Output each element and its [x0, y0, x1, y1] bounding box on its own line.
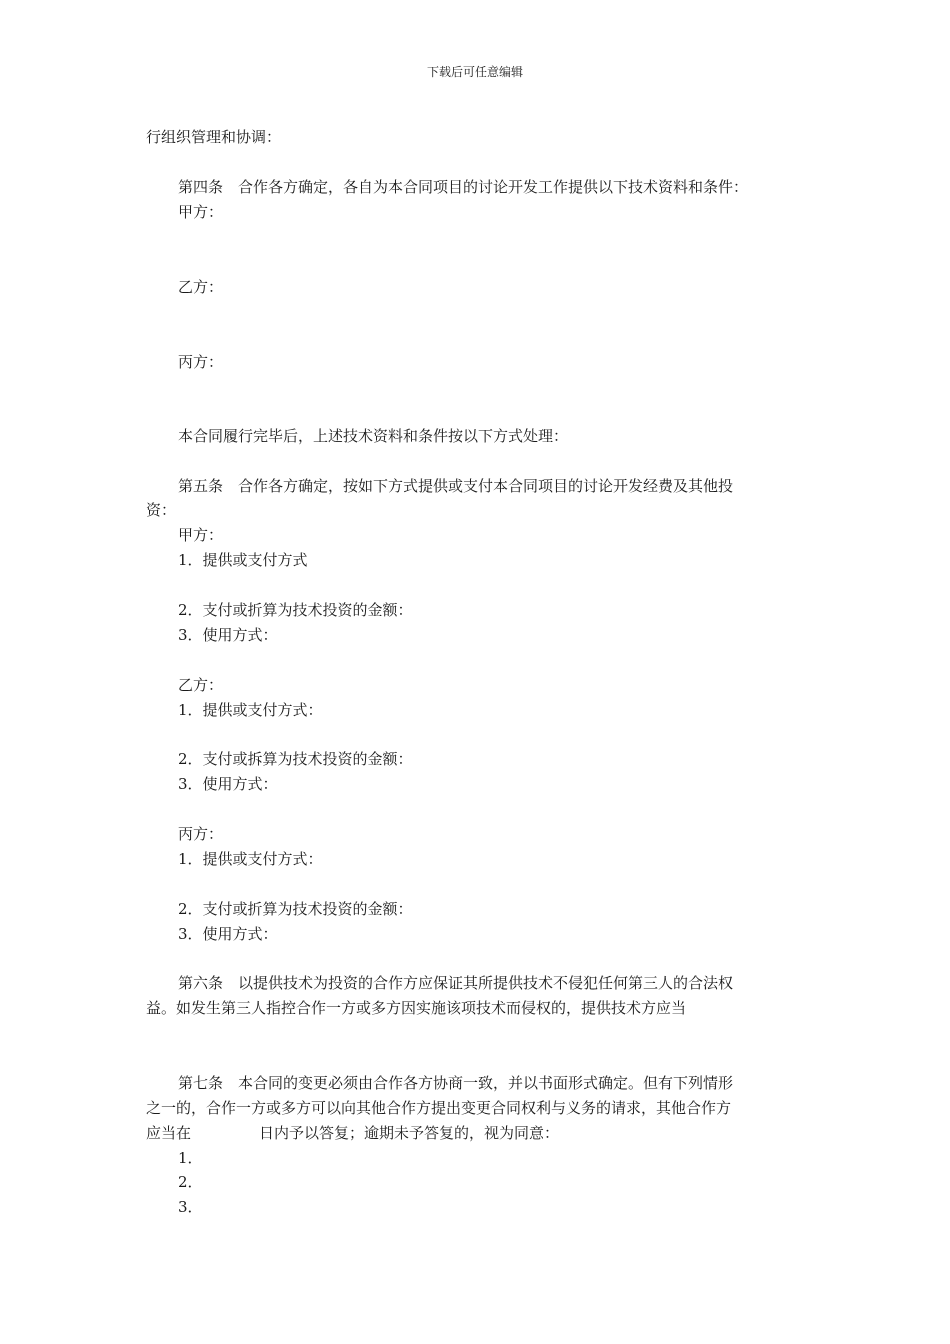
party-a-label: 甲方： [178, 526, 224, 544]
list-item: 3．使用方式： [178, 626, 278, 644]
party-b-label: 乙方： [178, 278, 224, 296]
list-item: 1．提供或支付方式： [178, 850, 323, 868]
text-line: 之一的，合作一方或多方可以向其他合作方提出变更合同权利与义务的请求，其他合作方 [146, 1099, 732, 1117]
article-5-heading: 第五条 合作各方确定，按如下方式提供或支付本合同项目的讨论开发经费及其他投 [178, 477, 734, 495]
party-c-label: 丙方： [178, 353, 224, 371]
list-item: 1．提供或支付方式 [178, 551, 308, 569]
party-a-label: 甲方： [178, 203, 224, 221]
text-fragment: 应当在 [146, 1124, 192, 1142]
text-line: 本合同履行完毕后，上述技术资料和条件按以下方式处理： [178, 427, 569, 445]
list-item: 2．支付或折算为技术投资的金额： [178, 601, 413, 619]
list-item: 3．使用方式： [178, 775, 278, 793]
text-line [146, 1123, 559, 1143]
article-4-heading: 第四条 合作各方确定，各自为本合同项目的讨论开发工作提供以下技术资料和条件： [178, 178, 749, 196]
list-item: 2． [178, 1173, 203, 1191]
text-line: 资： [146, 501, 177, 519]
list-item: 2．支付或拆算为技术投资的金额： [178, 750, 413, 768]
list-item: 2．支付或折算为技术投资的金额： [178, 900, 413, 918]
party-c-label: 丙方： [178, 825, 224, 843]
list-item: 1． [178, 1149, 203, 1167]
list-item: 3．使用方式： [178, 925, 278, 943]
text-line: 行组织管理和协调： [146, 128, 282, 146]
list-item: 1．提供或支付方式： [178, 701, 323, 719]
party-b-label: 乙方： [178, 676, 224, 694]
article-6-heading: 第六条 以提供技术为投资的合作方应保证其所提供技术不侵犯任何第三人的合法权 [178, 974, 734, 992]
text-line: 益。如发生第三人指控合作一方或多方因实施该项技术而侵权的，提供技术方应当 [146, 999, 687, 1017]
list-item: 3． [178, 1198, 203, 1216]
article-7-heading: 第七条 本合同的变更必须由合作各方协商一致，并以书面形式确定。但有下列情形 [178, 1074, 734, 1092]
text-fragment: 日内予以答复；逾期未予答复的，视为同意： [259, 1124, 560, 1142]
page-header: 下载后可任意编辑 [426, 65, 523, 79]
